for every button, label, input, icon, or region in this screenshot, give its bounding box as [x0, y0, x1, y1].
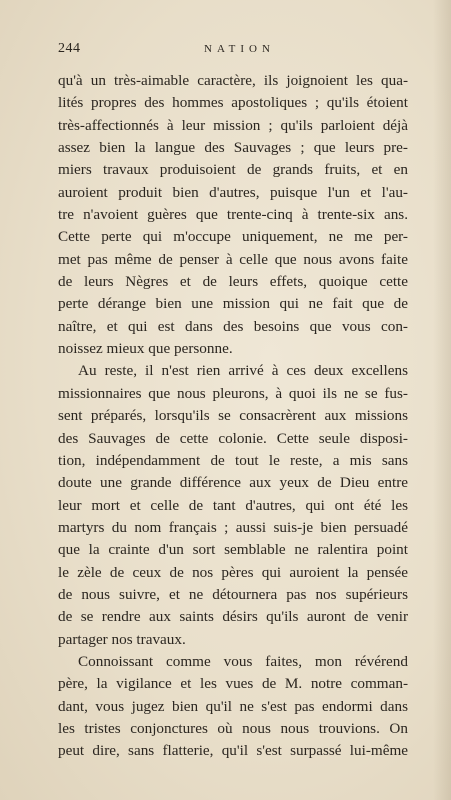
text-line: miers travaux produisoient de grands fruits, et en	[58, 161, 408, 179]
text-line: doute une grande différence aux yeux de Dieu entre	[58, 474, 408, 492]
text-line: Au reste, il n'est rien arrivé à ces deux excellens	[78, 362, 408, 380]
page-edge-shadow	[433, 0, 451, 800]
text-line: assez bien la langue des Sauvages ; que leurs pre-	[58, 139, 408, 157]
text-line: les tristes conjonctures où nous nous trouvions. On	[58, 719, 408, 737]
text-line: sent préparés, lorsqu'ils se consacrèrent aux missions	[58, 407, 408, 425]
text-line: dant, vous jugez bien qu'il ne s'est pas endormi dans	[58, 697, 408, 715]
page-header	[0, 41, 451, 63]
text-line: de leurs Nègres et de leurs effets, quoique cette	[58, 273, 408, 291]
text-line: que la crainte d'un sort semblable ne ralentira point	[58, 541, 408, 559]
text-line: naître, et qui est dans des besoins que vous con-	[58, 317, 408, 335]
text-line: des Sauvages de cette colonie. Cette seule disposi-	[58, 429, 408, 447]
text-line: tre n'avoient guères que trente-cinq à trente-six ans.	[58, 206, 408, 224]
text-line: de se rendre aux saints désirs qu'ils auront de venir	[58, 608, 408, 626]
text-line: peut dire, sans flatterie, qu'il s'est surpassé lui-même	[58, 742, 408, 760]
text-line: le zèle de ceux de nos pères qui auroient la pensée	[58, 563, 408, 581]
text-line: perte dérange bien une mission qui ne fait que de	[58, 295, 408, 313]
text-line: Connoissant comme vous faites, mon révérend	[78, 652, 408, 670]
page-number: 244	[58, 41, 81, 56]
text-line: Cette perte qui m'occupe uniquement, ne me per-	[58, 228, 408, 246]
body-text	[58, 70, 408, 763]
text-line: de nous suivre, et ne détournera pas nos supérieurs	[58, 585, 408, 603]
text-line: met pas même de penser à celle que nous avons faite	[58, 250, 408, 268]
text-line: leur mort et celle de tant d'autres, qui ont été les	[58, 496, 408, 514]
text-line: auroient produit bien d'autres, puisque l'un et l'au-	[58, 183, 408, 201]
text-line: missionnaires que nous pleurons, à quoi ils ne se fus-	[58, 384, 408, 402]
text-line: noissez mieux que personne.	[58, 340, 233, 358]
text-line: martyrs du nom français ; aussi suis-je bien persuadé	[58, 518, 408, 536]
text-line: père, la vigilance et les vues de M. notre comman-	[58, 675, 408, 693]
text-line: tion, indépendamment de tout le reste, a mis sans	[58, 451, 408, 469]
text-line: qu'à un très-aimable caractère, ils joignoient les qua-	[58, 72, 408, 89]
running-head: NATION	[204, 43, 275, 55]
text-line: très-affectionnés à leur mission ; qu'ils parloient déjà	[58, 116, 408, 134]
text-line: partager nos travaux.	[58, 630, 186, 648]
text-line: lités propres des hommes apostoliques ; qu'ils étoient	[58, 94, 408, 112]
